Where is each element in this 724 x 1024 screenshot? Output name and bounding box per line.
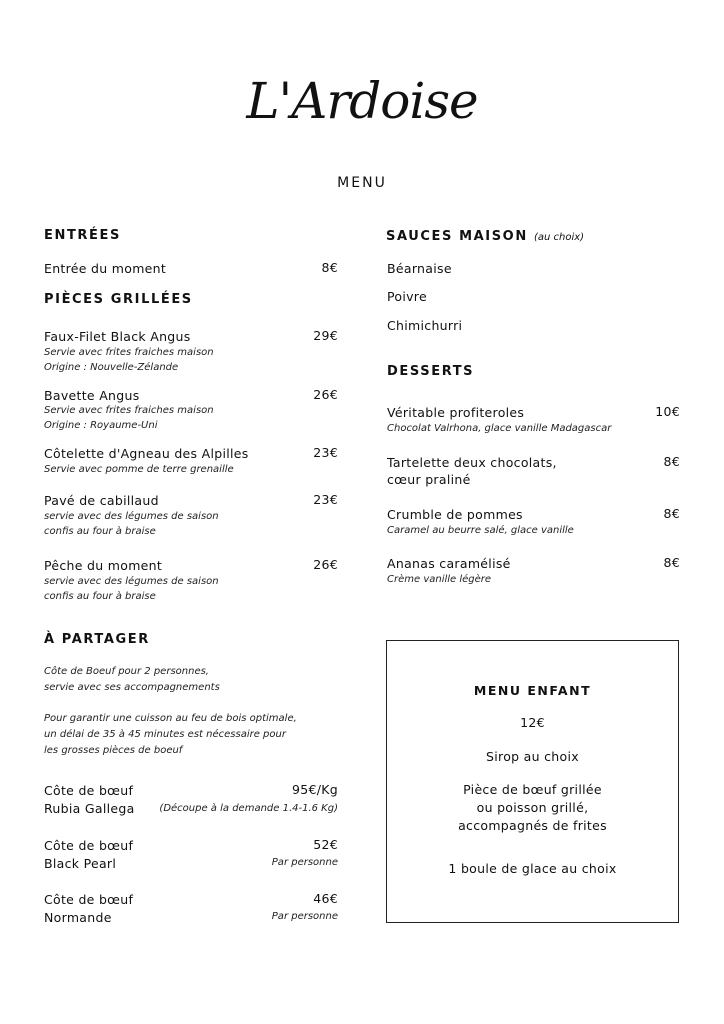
dessert-item-price: 8€ [663,555,680,570]
section-heading-partager: À PARTAGER [44,632,150,647]
dessert-item-price: 10€ [655,404,680,419]
dessert-item-name: cœur praliné [387,472,471,487]
dessert-item-name: Tartelette deux chocolats, [387,455,557,470]
dessert-item-name: Ananas caramélisé [387,556,511,571]
menu-item-name: Côte de bœuf [44,892,134,907]
menu-item-description: Servie avec frites fraiches maison [44,405,214,416]
section-heading-entrees: ENTRÉES [44,228,121,243]
sharing-intro: servie avec ses accompagnements [44,682,220,693]
page-title: MENU [337,175,387,191]
sauces-heading-label: SAUCES MAISON [386,229,528,244]
menu-item-price: 46€ [313,891,338,906]
dessert-item-description: Caramel au beurre salé, glace vanille [387,525,574,536]
kids-menu-main: ou poisson grillé, [476,800,589,815]
menu-item-description: Servie avec frites fraiches maison [44,347,214,358]
kids-menu-main: Pièce de bœuf grillée [463,782,602,797]
sharing-intro: Côte de Boeuf pour 2 personnes, [44,666,209,677]
section-heading-grillees: PIÈCES GRILLÉES [44,292,193,307]
dessert-item-name: Véritable profiteroles [387,405,525,420]
menu-item-name: Côte de bœuf [44,783,134,798]
menu-item-price: 52€ [313,837,338,852]
sauce-item: Chimichurri [387,318,463,333]
menu-item-description: Servie avec pomme de terre grenaille [44,464,234,475]
menu-item-price: 23€ [313,445,338,460]
menu-item-price: 26€ [313,387,338,402]
kids-menu-box [386,640,679,923]
kids-menu-price: 12€ [520,715,545,730]
menu-item-origin-name: Black Pearl [44,856,117,871]
dessert-item-description: Crème vanille légère [387,574,492,585]
sauces-heading-note: (au choix) [533,232,585,243]
sharing-note: Pour garantir une cuisson au feu de bois optimale, [44,713,297,724]
menu-item-note: Par personne [271,911,338,922]
kids-menu-drink: Sirop au choix [486,749,579,764]
menu-item-note: Par personne [271,857,338,868]
sharing-note: les grosses pièces de boeuf [44,745,183,756]
menu-item-description: servie avec des légumes de saison [44,576,219,587]
menu-item-origin: Origine : Royaume-Uni [44,420,158,431]
dessert-item-description: Chocolat Valrhona, glace vanille Madagascar [387,423,612,434]
menu-item-description: confis au four à braise [44,591,156,602]
menu-item-price: 23€ [313,492,338,507]
menu-item-note: (Découpe à la demande 1.4-1.6 Kg) [159,803,338,814]
dessert-item-name: Crumble de pommes [387,507,523,522]
kids-menu-dessert: 1 boule de glace au choix [448,861,617,876]
menu-item-name: Entrée du moment [44,261,167,276]
dessert-item-price: 8€ [663,506,680,521]
dessert-item-price: 8€ [663,454,680,469]
section-heading-sauces [386,229,584,244]
menu-item-price: 8€ [321,260,338,275]
menu-item-price: 29€ [313,328,338,343]
sauce-item: Poivre [387,289,427,304]
menu-item-origin-name: Normande [44,910,112,925]
menu-item-description: servie avec des légumes de saison [44,511,219,522]
menu-item-name: Côte de bœuf [44,838,134,853]
menu-item-price: 26€ [313,557,338,572]
restaurant-logo: L'Ardoise [246,72,478,130]
menu-item-origin: Origine : Nouvelle-Zélande [44,362,179,373]
menu-item-origin-name: Rubia Gallega [44,801,135,816]
menu-item-name: Côtelette d'Agneau des Alpilles [44,446,249,461]
kids-menu-heading: MENU ENFANT [473,683,592,698]
menu-item-name: Faux-Filet Black Angus [44,329,191,344]
sharing-note: un délai de 35 à 45 minutes est nécessaire pour [44,729,286,740]
section-heading-desserts: DESSERTS [387,364,475,379]
kids-menu-main: accompagnés de frites [458,818,607,833]
sauce-item: Béarnaise [387,261,452,276]
menu-item-name: Pêche du moment [44,558,163,573]
menu-item-description: confis au four à braise [44,526,156,537]
menu-item-price: 95€/Kg [291,782,338,797]
menu-item-name: Bavette Angus [44,388,140,403]
menu-item-name: Pavé de cabillaud [44,493,159,508]
